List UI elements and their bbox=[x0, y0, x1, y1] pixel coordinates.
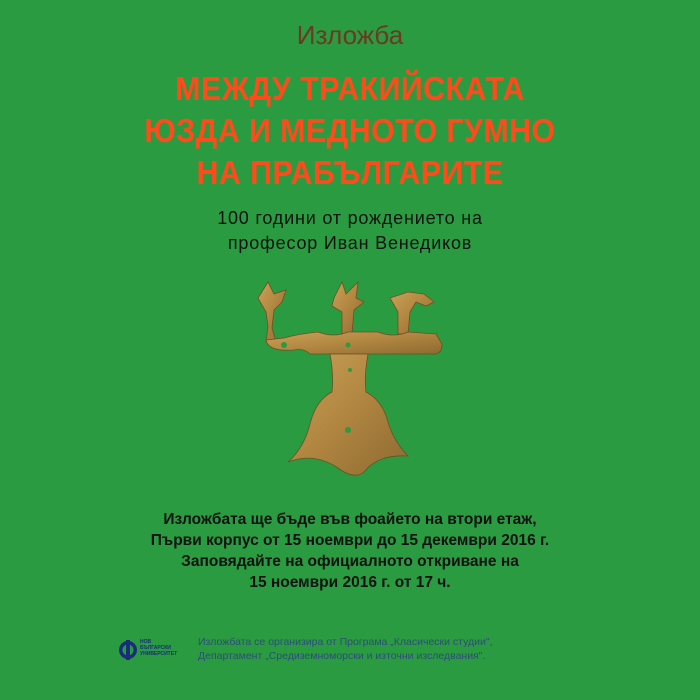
exhibition-title bbox=[0, 68, 700, 194]
title-line: НА ПРАБЪЛГАРИТЕ bbox=[196, 154, 504, 191]
note-line: Департамент „Средиземноморски и източни изследвания". bbox=[198, 650, 486, 662]
note-line: Изложбата се организира от Програма „Класически студии", bbox=[198, 636, 493, 648]
details-line: Изложбата ще бъде във фоайето на втори етаж, bbox=[163, 511, 537, 528]
new-bulgarian-university-logo-icon bbox=[118, 638, 138, 662]
new-bulgarian-university-logo bbox=[118, 636, 184, 664]
details-line: 15 ноември 2016 г. от 17 ч. bbox=[249, 574, 451, 591]
logo-text: НОВ БЪЛГАРСКИ УНИВЕРСИТЕТ bbox=[140, 639, 178, 657]
organizer-note bbox=[198, 635, 598, 663]
title-line: ЮЗДА И МЕДНОТО ГУМНО bbox=[144, 112, 556, 149]
subtitle bbox=[0, 206, 700, 256]
title-line: МЕЖДУ ТРАКИЙСКАТА bbox=[175, 70, 525, 107]
subtitle-line: 100 години от рождението на bbox=[217, 208, 483, 228]
kicker-label: Изложба bbox=[296, 20, 404, 50]
bronze-horse-bridle-ornament-icon bbox=[238, 272, 462, 490]
details-line: Първи корпус от 15 ноември до 15 декември 2016 г. bbox=[150, 532, 550, 549]
subtitle-line: професор Иван Венедиков bbox=[227, 233, 473, 253]
details-line: Заповядайте на официалното откриване на bbox=[181, 553, 519, 570]
event-details bbox=[0, 509, 700, 593]
